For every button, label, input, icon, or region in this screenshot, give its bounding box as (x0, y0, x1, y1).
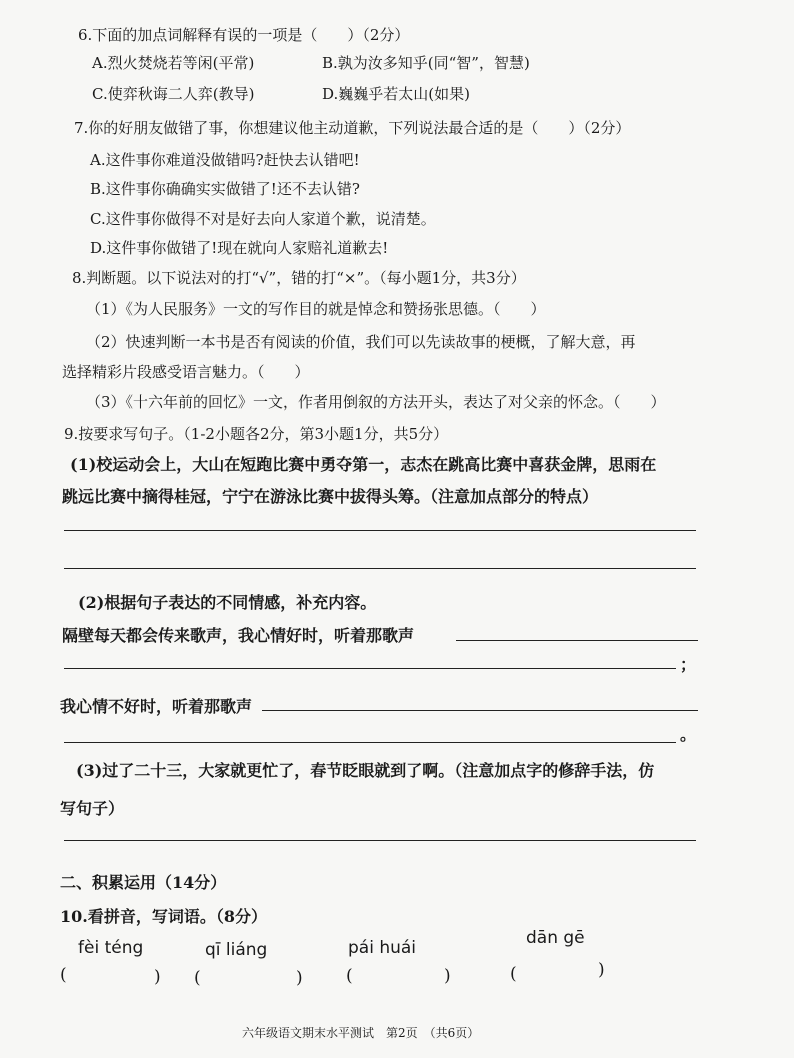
q7-option-c: C.这件事你做得不对是好去向人家道个歉，说清楚。 (90, 210, 436, 228)
answer-line[interactable] (64, 668, 676, 669)
q9-sentence-1-line1: (1)校运动会上，大山在短跑比赛中勇夺第一，志杰在跳高比赛中喜获金牌，思雨在 (70, 455, 657, 474)
q6-option-d: D.巍巍乎若太山(如果) (322, 85, 470, 103)
answer-line[interactable] (456, 640, 698, 641)
q9-sentence-3-line2: 写句子） (60, 799, 125, 818)
answer-paren-close[interactable]: ) (598, 960, 605, 980)
answer-paren-close[interactable]: ) (444, 966, 451, 986)
section-title: 二、积累运用（14分） (60, 873, 227, 892)
q7-option-d: D.这件事你做错了!现在就向人家赔礼道歉去! (90, 239, 389, 257)
answer-line[interactable] (64, 742, 676, 743)
q9-stem: 9.按要求写句子。（1-2小题各2分，第3小题1分，共5分） (64, 425, 449, 443)
q7-stem: 7.你的好朋友做错了事，你想建议他主动道歉，下列说法最合适的是（ ）（2分） (74, 119, 631, 137)
page-footer: 六年级语文期末水平测试 第2页 （共6页） (242, 1026, 480, 1040)
pinyin-2: qī liáng (205, 940, 268, 960)
answer-paren-open[interactable]: ( (60, 965, 67, 985)
q8-item-2-line1: （2）快速判断一本书是否有阅读的价值，我们可以先读故事的梗概，了解大意，再 (86, 333, 636, 351)
pinyin-1: fèi téng (78, 938, 144, 958)
q10-stem: 10.看拼音，写词语。（8分） (60, 907, 267, 926)
q6-option-c: C.使弈秋诲二人弈(教导) (92, 85, 255, 103)
q8-item-2-line2: 选择精彩片段感受语言魅力。（ ） (62, 363, 310, 381)
q9-sentence-2-line1: 隔壁每天都会传来歌声，我心情好时，听着那歌声 (62, 626, 415, 645)
q9-sentence-2-semicolon: ； (680, 655, 697, 674)
q9-sentence-1-line2: 跳远比赛中摘得桂冠，宁宁在游泳比赛中拔得头筹。（注意加点部分的特点） (62, 487, 599, 506)
answer-line[interactable] (64, 568, 696, 569)
q9-sentence-2-line2: 我心情不好时，听着那歌声 (60, 697, 253, 716)
q9-sentence-3-line1: (3)过了二十三，大家就更忙了，春节眨眼就到了啊。（注意加点字的修辞手法，仿 (76, 761, 655, 780)
pinyin-4: dān gē (526, 928, 585, 948)
answer-paren-open[interactable]: ( (194, 968, 201, 988)
pinyin-3: pái huái (348, 938, 417, 958)
q8-stem: 8.判断题。以下说法对的打“√”，错的打“×”。（每小题1分，共3分） (72, 269, 526, 287)
q8-item-1: （1）《为人民服务》一文的写作目的就是悼念和赞扬张思德。（ ） (86, 300, 546, 318)
answer-paren-close[interactable]: ) (154, 967, 161, 987)
q9-sentence-2-stem: (2)根据句子表达的不同情感，补充内容。 (78, 593, 377, 612)
q7-option-b: B.这件事你确确实实做错了!还不去认错? (90, 180, 360, 198)
q6-stem: 6.下面的加点词解释有误的一项是（ ）（2分） (78, 26, 410, 44)
answer-paren-open[interactable]: ( (346, 966, 353, 986)
answer-paren-close[interactable]: ) (296, 968, 303, 988)
answer-paren-open[interactable]: ( (510, 964, 517, 984)
q6-option-b: B.孰为汝多知乎(同“智”，智慧) (322, 54, 530, 72)
q6-option-a: A.烈火焚烧若等闲(平常) (92, 54, 255, 72)
q8-item-3: （3）《十六年前的回忆》一文，作者用倒叙的方法开头，表达了对父亲的怀念。（ ） (86, 393, 666, 411)
answer-line[interactable] (262, 710, 698, 711)
answer-line[interactable] (64, 840, 696, 841)
q7-option-a: A.这件事你难道没做错吗?赶快去认错吧! (90, 151, 360, 169)
answer-line[interactable] (64, 530, 696, 531)
q9-sentence-2-period: 。 (680, 725, 697, 744)
